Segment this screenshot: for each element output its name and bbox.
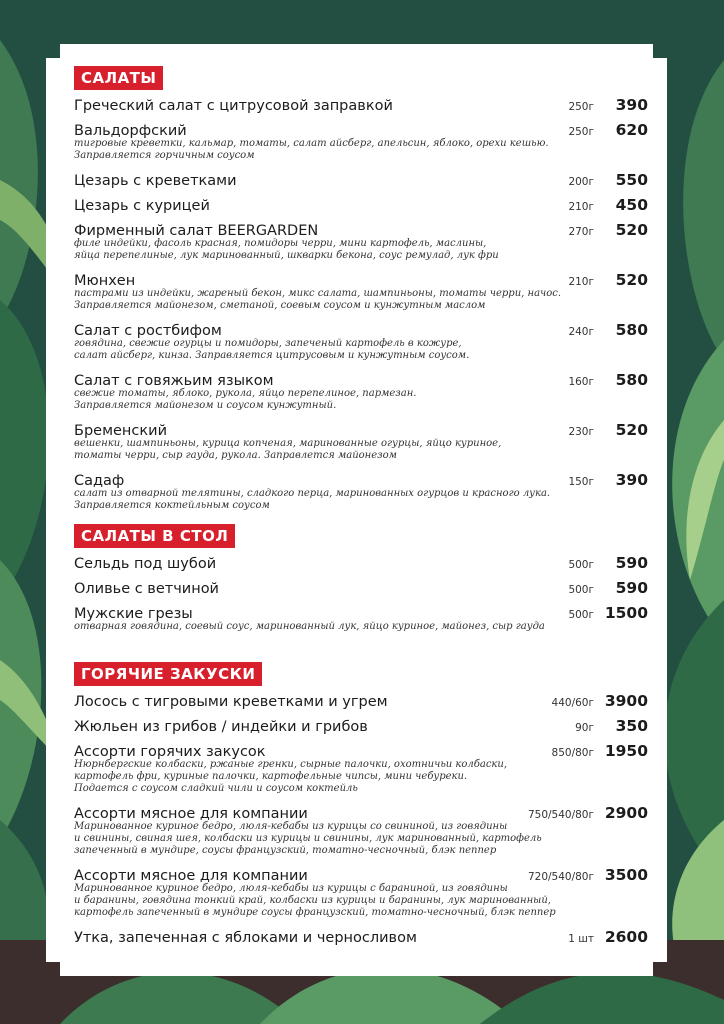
section-title: САЛАТЫ В СТОЛ <box>74 524 235 548</box>
item-name: Бременский <box>74 423 167 439</box>
menu-item <box>74 553 650 575</box>
item-price: 2600 <box>604 928 648 946</box>
item-price: 550 <box>615 171 648 189</box>
item-description-line: Заправляется майонезом и соусом кунжутный. <box>74 400 337 411</box>
item-price: 590 <box>615 554 648 572</box>
item-name: Салат с говяжьим языком <box>74 373 274 389</box>
menu-item <box>74 170 650 192</box>
menu-item <box>74 927 650 949</box>
menu-item <box>74 370 650 412</box>
item-name: Лосось с тигровыми креветками и угрем <box>74 694 388 710</box>
item-weight: 210г <box>568 276 594 288</box>
item-weight: 230г <box>568 426 594 438</box>
section-salads <box>74 66 650 520</box>
item-name: Утка, запеченная с яблоками и черносливом <box>74 930 417 946</box>
item-description-line: Заправляется майонезом, сметаной, соевым соусом и кунжутным маслом <box>74 300 486 311</box>
item-price: 350 <box>615 717 648 735</box>
item-weight: 150г <box>568 476 594 488</box>
item-description-line: тигровые креветки, кальмар, томаты, салат айсберг, апельсин, яблоко, орехи кешью. <box>74 138 549 149</box>
item-description-line: вешенки, шампиньоны, курица копченая, маринованные огурцы, яйцо куриное, <box>74 438 502 449</box>
menu-item <box>74 578 650 600</box>
section-table-salads <box>74 524 650 641</box>
item-name: Греческий салат с цитрусовой заправкой <box>74 98 393 114</box>
item-description-line: яйца перепелиные, лук маринованный, шкварки бекона, соус ремулад, лук фри <box>74 250 499 261</box>
item-price: 2900 <box>604 804 648 822</box>
item-price: 620 <box>615 121 648 139</box>
item-weight: 720/540/80г <box>527 871 594 883</box>
item-description-line: Маринованное куриное бедро, люля-кебабы из курицы с бараниной, из говядины <box>74 883 508 894</box>
item-weight: 250г <box>568 126 594 138</box>
item-price: 520 <box>615 221 648 239</box>
item-price: 390 <box>615 96 648 114</box>
item-weight: 210г <box>568 201 594 213</box>
item-description-line: картофель фри, куриные палочки, картофельные чипсы, мини чебуреки. <box>74 771 468 782</box>
item-price: 390 <box>615 471 648 489</box>
item-description-line: запеченный в мундире, соусы французский, томатно-чесночный, блэк пеппер <box>74 845 497 856</box>
item-description-line: томаты черри, сыр гауда, рукола. Заправлется майонезом <box>74 450 397 461</box>
item-description-line: картофель запеченный в мундире соусы французский, томатно-чесночный, блэк пеппер <box>74 907 556 918</box>
item-description-line: отварная говядина, соевый соус, маринованный лук, яйцо куриное, майонез, сыр гауда <box>74 621 545 632</box>
item-weight: 90г <box>575 722 594 734</box>
menu-item <box>74 220 650 262</box>
menu-item <box>74 803 650 857</box>
item-description-line: филе индейки, фасоль красная, помидоры черри, мини картофель, маслины, <box>74 238 487 249</box>
menu-item <box>74 195 650 217</box>
item-description-line: Нюрнбергские колбаски, ржаные гренки, сырные палочки, охотничьи колбаски, <box>74 759 508 770</box>
item-weight: 500г <box>568 609 594 621</box>
menu-item <box>74 741 650 795</box>
item-price: 590 <box>615 579 648 597</box>
item-weight: 850/80г <box>551 747 594 759</box>
item-price: 580 <box>615 371 648 389</box>
item-name: Мюнхен <box>74 273 136 289</box>
item-name: Жюльен из грибов / индейки и грибов <box>74 719 368 735</box>
item-description-line: и баранины, говядина тонкий край, колбаски из курицы и баранины, лук маринованный, <box>74 895 551 906</box>
item-price: 520 <box>615 421 648 439</box>
menu-item <box>74 470 650 512</box>
item-name: Садаф <box>74 473 125 489</box>
item-weight: 1 шт <box>568 933 594 945</box>
menu-item <box>74 691 650 713</box>
item-weight: 160г <box>568 376 594 388</box>
item-description-line: Маринованное куриное бедро, люля-кебабы из курицы со свининой, из говядины <box>74 821 508 832</box>
item-description-line: Заправляется коктейльным соусом <box>74 500 270 511</box>
item-weight: 200г <box>568 176 594 188</box>
item-weight: 440/60г <box>551 697 594 709</box>
item-name: Ассорти мясное для компании <box>74 806 308 822</box>
menu-item <box>74 603 650 633</box>
item-name: Вальдорфский <box>74 123 187 139</box>
item-description-line: говядина, свежие огурцы и помидоры, запеченый картофель в кожуре, <box>74 338 462 349</box>
item-price: 3900 <box>604 692 648 710</box>
item-name: Ассорти горячих закусок <box>74 744 266 760</box>
menu-item <box>74 320 650 362</box>
item-weight: 500г <box>568 559 594 571</box>
item-price: 1950 <box>604 742 648 760</box>
item-description-line: Подается с соусом сладкий чили и соусом коктейль <box>74 783 358 794</box>
menu-item <box>74 865 650 919</box>
section-hot-appetizers <box>74 662 650 952</box>
section-title: ГОРЯЧИЕ ЗАКУСКИ <box>74 662 262 686</box>
item-description-line: Заправляется горчичным соусом <box>74 150 255 161</box>
item-weight: 270г <box>568 226 594 238</box>
item-weight: 500г <box>568 584 594 596</box>
item-name: Сельдь под шубой <box>74 556 217 572</box>
menu-item <box>74 120 650 162</box>
item-name: Оливье с ветчиной <box>74 581 219 597</box>
item-weight: 250г <box>568 101 594 113</box>
item-name: Салат с ростбифом <box>74 323 222 339</box>
item-name: Мужские грезы <box>74 606 193 622</box>
item-name: Цезарь с креветками <box>74 173 237 189</box>
item-name: Ассорти мясное для компании <box>74 868 308 884</box>
item-description-line: и свинины, свиная шея, колбаски из курицы и свинины, лук маринованный, картофель <box>74 833 542 844</box>
item-price: 450 <box>615 196 648 214</box>
item-weight: 750/540/80г <box>527 809 594 821</box>
section-title: САЛАТЫ <box>74 66 163 90</box>
item-weight: 240г <box>568 326 594 338</box>
menu-item <box>74 270 650 312</box>
menu-item <box>74 95 650 117</box>
item-price: 520 <box>615 271 648 289</box>
item-price: 580 <box>615 321 648 339</box>
menu-item <box>74 716 650 738</box>
item-name: Цезарь с курицей <box>74 198 210 214</box>
item-description-line: салат айсберг, кинза. Заправляется цитрусовым и кунжутным соусом. <box>74 350 470 361</box>
item-description-line: салат из отварной телятины, сладкого перца, маринованных огурцов и красного лука. <box>74 488 551 499</box>
item-description-line: пастрами из индейки, жареный бекон, микс салата, шампиньоны, томаты черри, начос. <box>74 288 562 299</box>
item-price: 1500 <box>604 604 648 622</box>
item-price: 3500 <box>604 866 648 884</box>
item-description-line: свежие томаты, яблоко, рукола, яйцо перепелиное, пармезан. <box>74 388 417 399</box>
menu-item <box>74 420 650 462</box>
item-name: Фирменный салат BEERGARDEN <box>74 223 319 239</box>
